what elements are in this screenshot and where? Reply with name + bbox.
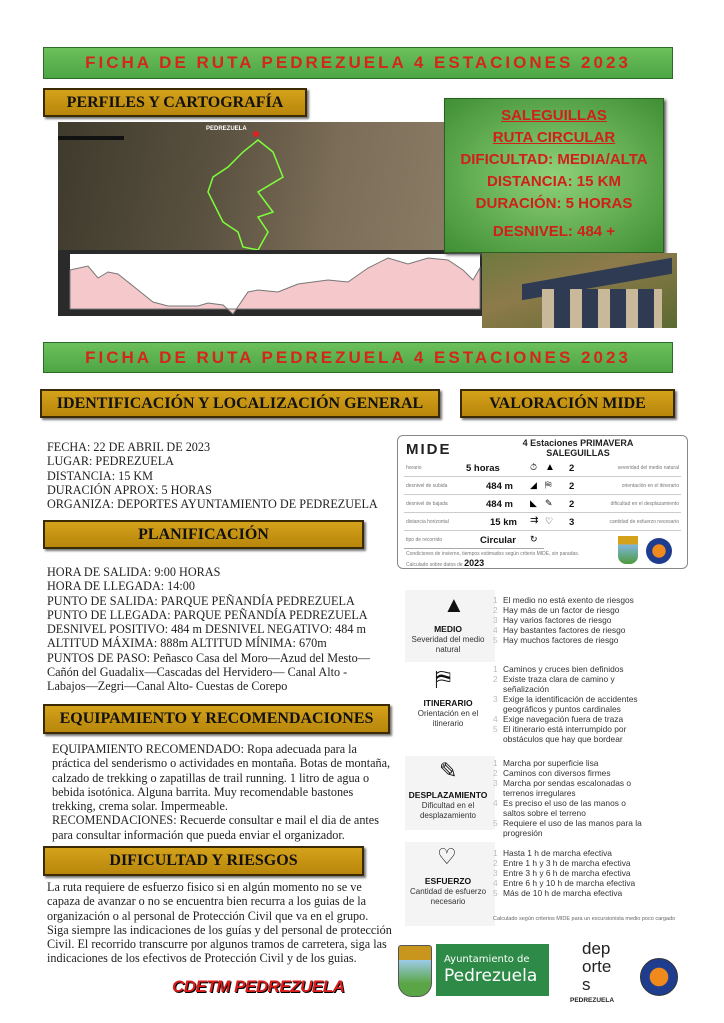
aqueduct-photo [482, 253, 677, 328]
title-banner: FICHA DE RUTA PEDREZUELA 4 ESTACIONES 2023 [43, 47, 673, 79]
plan-line: PUNTOS DE PASO: Peñasco Casa del Moro—Azud del Mesto— [47, 650, 370, 665]
heart-icon: ♡ [545, 516, 554, 526]
satellite-map [58, 122, 444, 250]
route-elevation: DESNIVEL: 484 + [492, 223, 616, 240]
heart-icon: ♡ [437, 844, 457, 869]
deportes-logo [560, 940, 635, 1006]
route-track [58, 122, 444, 250]
section-identificacion: IDENTIFICACIÓN Y LOCALIZACIÓN GENERAL [40, 389, 440, 418]
legend-item: 2 Hay más de un factor de riesgo [493, 605, 645, 615]
legend-item: 5 El itinerario está interrumpido por obstáculos que hay que bordear [493, 724, 645, 744]
signpost-icon: ⛿ [545, 480, 552, 490]
legend-subtitle: Orientación en el itinerario [417, 709, 479, 728]
mide-year: 2023 [464, 558, 485, 568]
proteccion-civil-logo [646, 538, 672, 564]
warning-icon: ▲ [545, 462, 555, 473]
legend-item: 4 Hay bastantes factores de riesgo [493, 625, 645, 635]
route-distance: DISTANCIA: 15 KM [487, 173, 621, 190]
plan-line: DESNIVEL POSITIVO: 484 m DESNIVEL NEGATIVO: 484 m [47, 622, 366, 637]
risks-text: La ruta requiere de esfuerzo fisico si en algún momento no se ve capaza de avanzar o no se encuentra bien recurra a los guias de la organización o al personal de Protección Civil que va en el grupo. Siga siempre las indicaciones de los guías y del personal de protección Civil. El recorrido transcurre por algunos tramos de carretera, siga las indicaciones de los efectivos de Protección Civil y de los guias. [47, 880, 392, 966]
route-difficulty: DIFICULTAD: MEDIA/ALTA [460, 151, 648, 168]
plan-line: HORA DE SALIDA: 9:00 HORAS [47, 565, 221, 579]
mide-row: distancia horizontal 15 km ⇉ ♡ 3 cantidad de esfuerzo necesario [404, 514, 681, 531]
ayuntamiento-logo [436, 944, 549, 996]
elevation-profile [58, 250, 482, 316]
plan-line: PUNTO DE LLEGADA: PARQUE PEÑANDÍA PEDREZUELA [47, 607, 368, 622]
legend-title: DESPLAZAMIENTO [408, 790, 488, 800]
mide-calc-label: Calculado sobre datos de [406, 562, 463, 568]
plan-line: Cañón del Guadalix—Cascadas del Hervidero— Canal Alto - [47, 665, 348, 680]
info-distancia: DISTANCIA: 15 KM [47, 468, 154, 483]
route-duration: DURACIÓN: 5 HORAS [475, 195, 633, 212]
arrow-right-icon: ⇉ [530, 515, 539, 526]
mide-card [397, 435, 688, 569]
deportes-text: deportes [582, 939, 612, 994]
plan-line: HORA DE LLEGADA: 14:00 [47, 579, 195, 594]
legend-item: 4 Entre 6 h y 10 h de marcha efectiva [493, 878, 645, 888]
route-name: SALEGUILLAS [501, 107, 607, 124]
mide-route: SALEGUILLAS [546, 448, 610, 458]
legend-item: 2 Caminos con diversos firmes [493, 768, 645, 778]
warning-icon: ▲ [443, 592, 465, 617]
mide-legend [405, 590, 676, 930]
legend-item: 4 Exige navegación fuera de traza [493, 714, 645, 724]
legend-item: 3 Marcha por sendas escalonadas o terrenos irregulares [493, 778, 645, 798]
info-duracion: DURACIÓN APROX: 5 HORAS [47, 482, 212, 497]
legend-item: 5 Hay muchos factores de riesgo [493, 635, 645, 645]
boot-icon: ✎ [545, 498, 553, 508]
legend-item: 3 Entre 3 h y 6 h de marcha efectiva [493, 868, 645, 878]
mide-conditions: Condiciones de invierno, tiempos estimados según criterio MIDE, sin paradas. [406, 551, 580, 557]
section-equipamiento: EQUIPAMIENTO Y RECOMENDACIONES [43, 704, 390, 734]
recommendations-text: RECOMENDACIONES: Recuerde consultar e mail el dia de antes para consultar información que pueda enviar el organizador. [52, 813, 379, 842]
general-info [47, 440, 392, 511]
equipment-text: EQUIPAMIENTO RECOMENDADO: Ropa adecuada para la práctica del senderismo o actividades en montaña. Botas de montaña, calzado de trekking o zapatillas de trail running. 1 litro de agua o bebida isotónica. Alguna barrita. Muy recomendable bastones trekking, crema solar. Impermeable. [52, 742, 391, 814]
title-banner-2: FICHA DE RUTA PEDREZUELA 4 ESTACIONES 2023 [43, 342, 673, 373]
route-type: RUTA CIRCULAR [492, 129, 616, 146]
pedrezuela-coat-of-arms [398, 945, 432, 997]
planning-info [47, 565, 403, 694]
info-lugar: LUGAR: PEDREZUELA [47, 454, 174, 469]
legend-subtitle: Severidad del medio natural [411, 635, 485, 654]
stopwatch-icon: ⏱ [530, 462, 538, 472]
route-summary [444, 98, 664, 253]
deportes-sub: PEDREZUELA [570, 997, 615, 1004]
info-organiza: ORGANIZA: DEPORTES AYUNTAMIENTO DE PEDREZUELA [47, 497, 378, 512]
plan-line: Labajos—Zegri—Canal Alto- Cuestas de Corepo [47, 679, 288, 694]
section-valoracion: VALORACIÓN MIDE [460, 389, 675, 418]
mide-footnote: Calculado según criterios MIDE para un excursionista medio poco cargado [493, 916, 676, 922]
equipment-info [52, 742, 397, 842]
ayto-line1: Ayuntamiento de [444, 954, 530, 965]
legend-item: 4 Es preciso el uso de las manos o saltos sobre el terreno [493, 798, 645, 818]
descent-icon: ◣ [530, 498, 537, 508]
pedrezuela-coat-of-arms [618, 536, 638, 564]
proteccion-civil-logo [640, 958, 678, 996]
legend-title: ESFUERZO [424, 876, 472, 886]
map-place-label: PEDREZUELA [206, 126, 247, 132]
section-dificultad: DIFICULTAD Y RIESGOS [43, 846, 364, 876]
section-planificacion: PLANIFICACIÓN [43, 520, 364, 549]
mide-row: horario 5 horas ⏱ ▲ 2 severidad del medio natural [404, 460, 681, 477]
mide-logo: MIDE [406, 441, 452, 458]
legend-item: 2 Existe traza clara de camino y señalización [493, 674, 645, 694]
legend-title: ITINERARIO [423, 698, 473, 708]
boot-icon: ✎ [439, 758, 458, 783]
legend-item: 3 Hay varios factores de riesgo [493, 615, 645, 625]
legend-item: 5 Más de 10 h de marcha efectiva [493, 888, 645, 898]
legend-item: 5 Requiere el uso de las manos para la progresión [493, 818, 645, 838]
legend-subtitle: Dificultad en el desplazamiento [419, 801, 477, 820]
legend-item: 1 Caminos y cruces bien definidos [493, 664, 645, 674]
info-fecha: FECHA: 22 DE ABRIL DE 2023 [47, 440, 211, 454]
legend-item: 1 Marcha por superficie lisa [493, 758, 645, 768]
mide-row: desnivel de subida 484 m ◢ ⛿ 2 orientación en el itinerario [404, 478, 681, 495]
plan-line: ALTITUD MÁXIMA: 888m ALTITUD MÍNIMA: 670m [47, 636, 327, 651]
ascent-icon: ◢ [530, 480, 537, 490]
legend-item: 3 Exige la identificación de accidentes geográficos y puntos cardinales [493, 694, 645, 714]
legend-title: MEDIO [434, 624, 462, 634]
ayto-line2: Pedrezuela [444, 966, 538, 986]
legend-subtitle: Cantidad de esfuerzo necesario [409, 887, 487, 906]
circular-icon: ↻ [530, 534, 538, 544]
mide-row: tipo de recorrido Circular ↻ [404, 532, 544, 549]
section-perfiles: PERFILES Y CARTOGRAFÍA [43, 88, 307, 117]
signpost-icon: ⛿ [435, 666, 451, 691]
plan-line: PUNTO DE SALIDA: PARQUE PEÑANDÍA PEDREZUELA [47, 593, 355, 608]
mide-title: 4 Estaciones PRIMAVERA [522, 438, 634, 448]
cdetm-logo: CDETM PEDREZUELA [172, 977, 345, 996]
legend-item: 2 Entre 1 h y 3 h de marcha efectiva [493, 858, 645, 868]
legend-item: 1 El medio no está exento de riesgos [493, 595, 645, 605]
legend-item: 1 Hasta 1 h de marcha efectiva [493, 848, 645, 858]
mide-row: desnivel de bajada 484 m ◣ ✎ 2 dificultad en el desplazamiento [404, 496, 681, 513]
